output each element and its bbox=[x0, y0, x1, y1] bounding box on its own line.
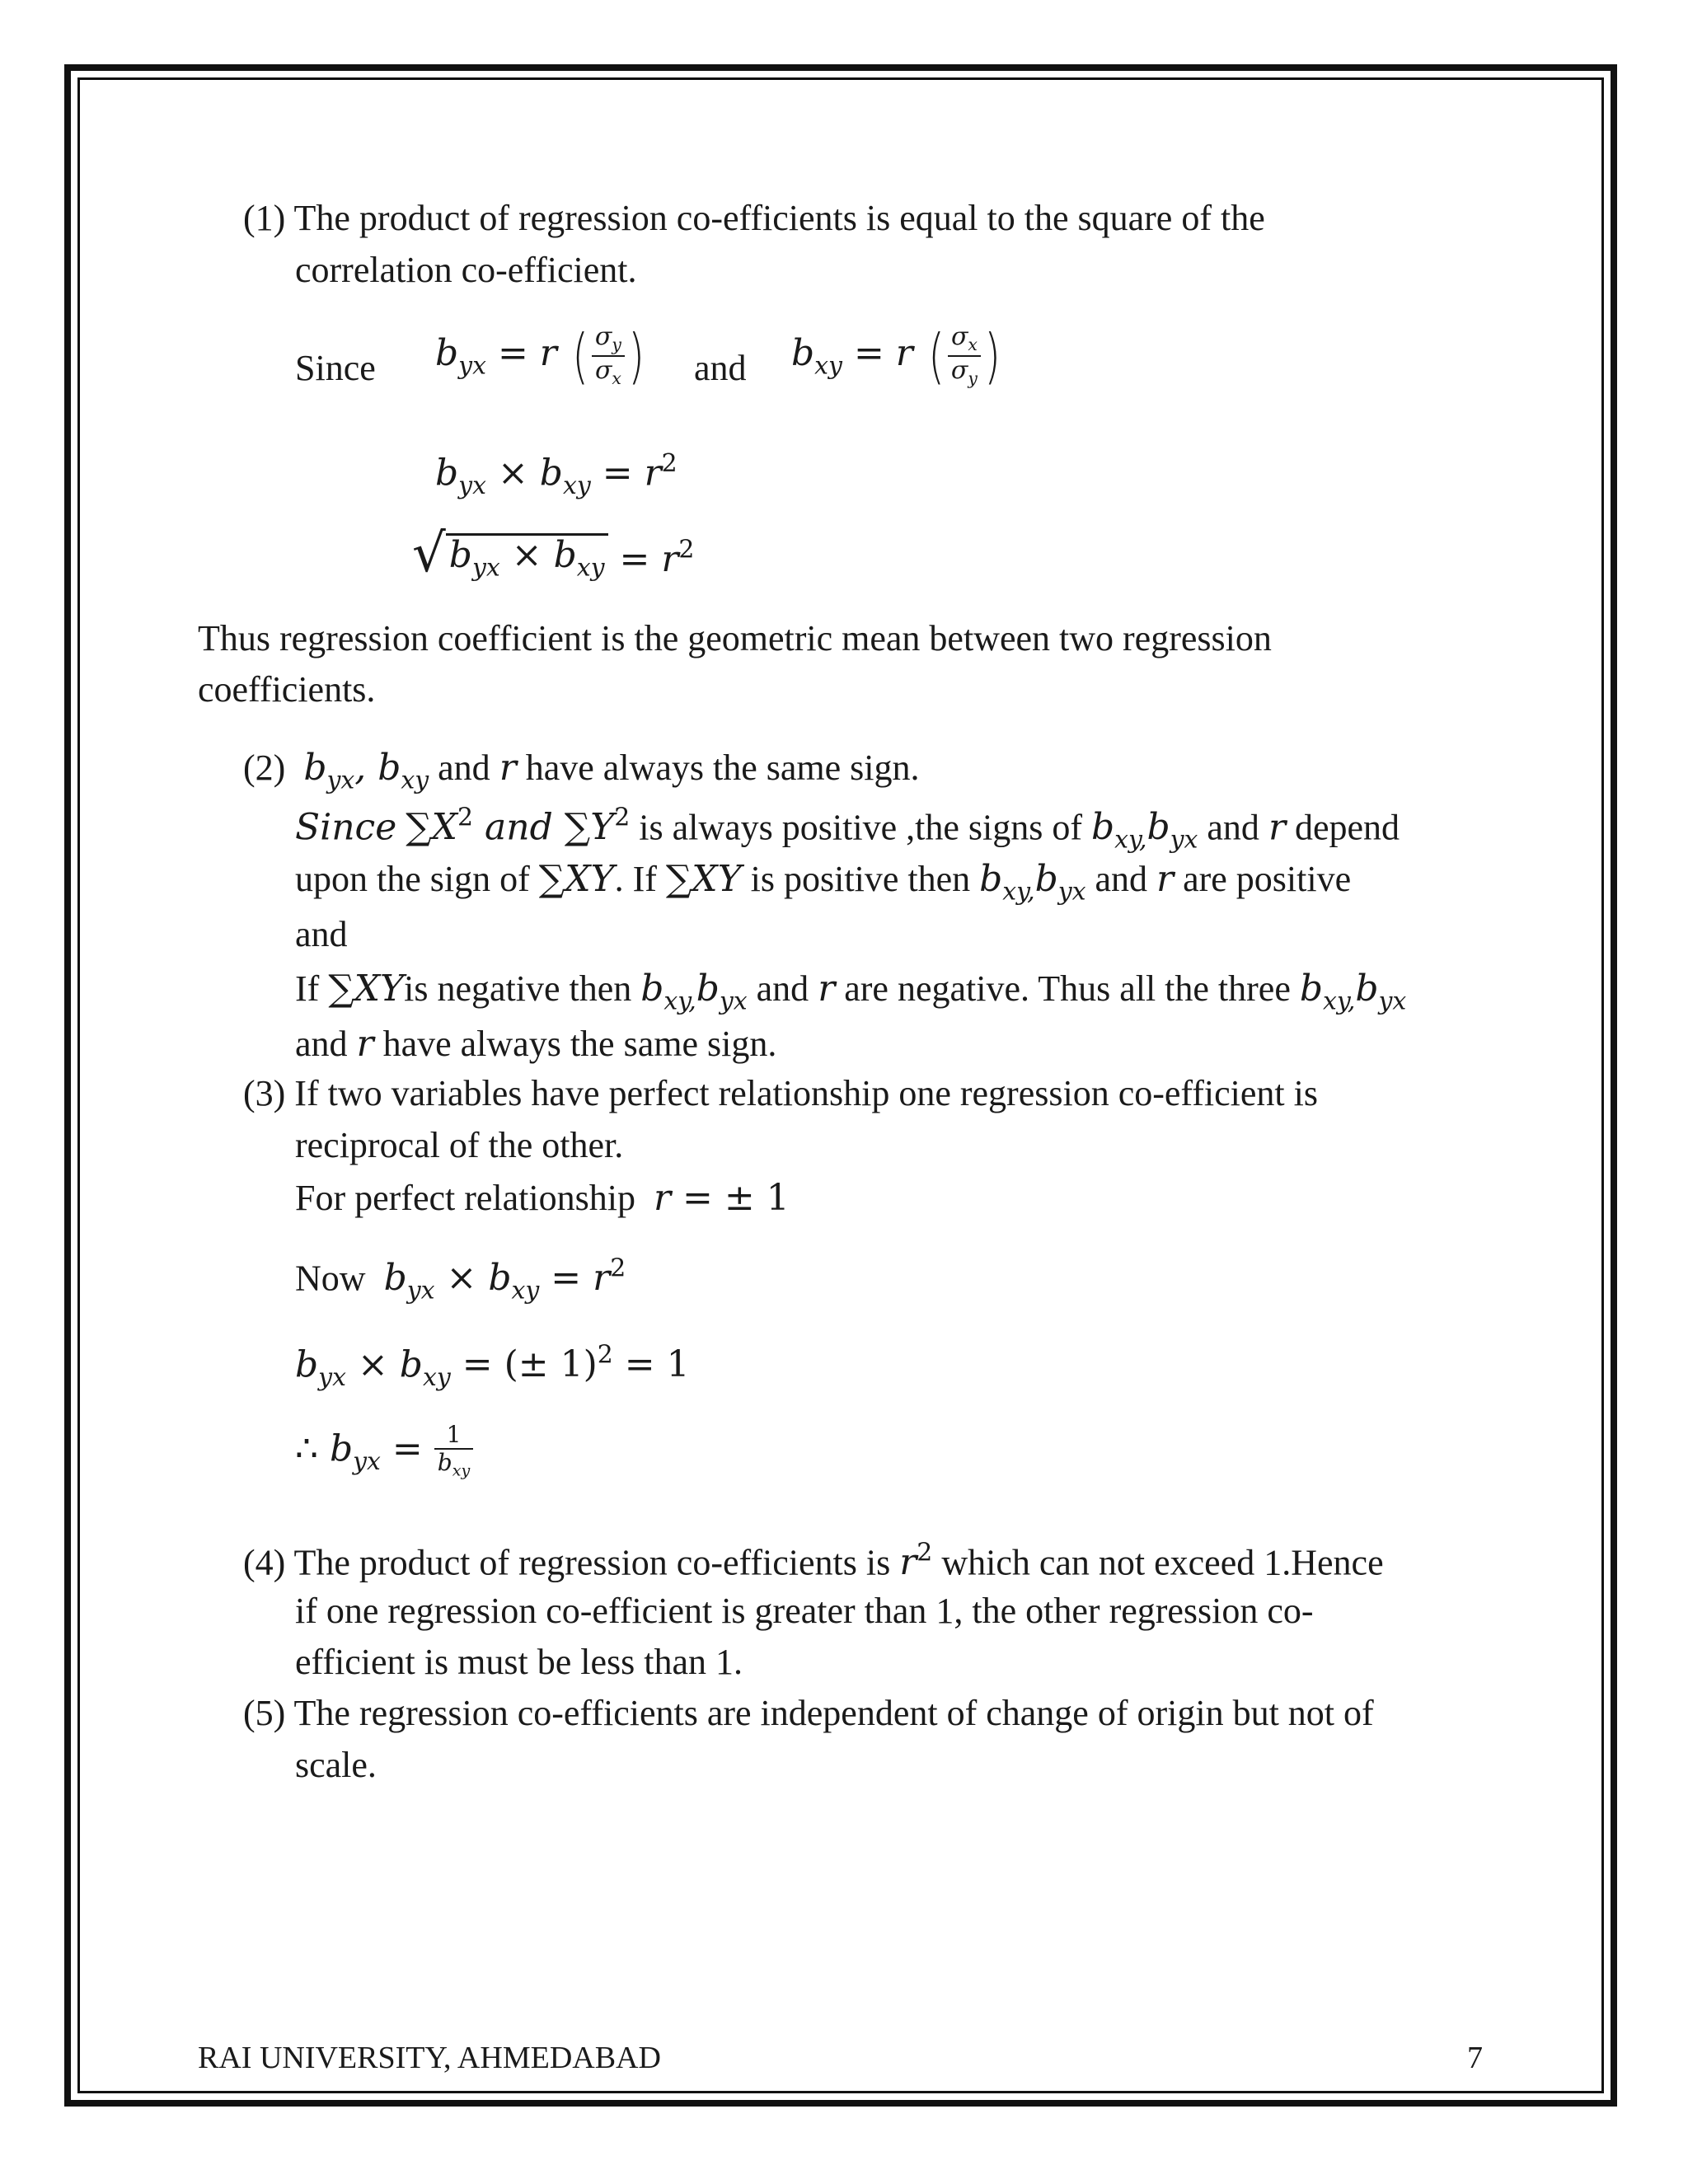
thus-line-1: Thus regression coefficient is the geometric mean between two regression bbox=[198, 618, 1272, 658]
and-label: and bbox=[694, 348, 747, 388]
equation-byx-definition: $b_{yx} = r$ ( $\frac{\sigma_y}{\sigma_x}$ ) bbox=[435, 321, 645, 391]
property-2-line-5: If ∑XYis negative then $b_{xy,}b_{yx}$ and r are negative. Thus all the three $b_{xy,}b_{yx}$ bbox=[295, 968, 1407, 1016]
property-4-line-3: efficient is must be less than 1. bbox=[295, 1642, 743, 1682]
property-5-line-1: (5) The regression co-efficients are independent of change of origin but not of bbox=[243, 1693, 1374, 1733]
property-2-line-6: and r have always the same sign. bbox=[295, 1023, 777, 1065]
since-label: Since bbox=[295, 348, 376, 388]
property-4-line-2: if one regression co-efficient is greater than 1, the other regression co- bbox=[295, 1591, 1314, 1631]
property-2-line-4: and bbox=[295, 914, 348, 954]
property-1-line-2: correlation co-efficient. bbox=[295, 250, 637, 290]
property-2-line-1: (2) $b_{yx}$, $b_{xy}$ and r have always the same sign. bbox=[243, 747, 920, 795]
property-5-line-2: scale. bbox=[295, 1745, 377, 1785]
property-3-line-1: (3) If two variables have perfect relationship one regression co-efficient is bbox=[243, 1073, 1318, 1113]
property-3-equation-squared: $b_{yx} \times b_{xy}$ = (± 1)$^2$ = 1 bbox=[295, 1341, 690, 1392]
property-3-line-2: reciprocal of the other. bbox=[295, 1125, 624, 1165]
thus-line-2: coefficients. bbox=[198, 669, 376, 710]
equation-product: $b_{yx} \times b_{xy} = r^2$ bbox=[435, 449, 678, 500]
footer-university: RAI UNIVERSITY, AHMEDABAD bbox=[198, 2041, 661, 2075]
property-2-line-2: Since $\sum X^2$ and $\sum Y^2$ is always positive ,the signs of $b_{xy,}b_{yx}$ and r depend bbox=[295, 804, 1400, 855]
page-number: 7 bbox=[1467, 2041, 1483, 2075]
property-3-now-equation: Now $b_{yx} \times b_{xy} = r^2$ bbox=[295, 1254, 626, 1305]
property-4-line-1: (4) The product of regression co-efficients is $r^2$ which can not exceed 1.Hence bbox=[243, 1539, 1384, 1584]
property-3-line-3: For perfect relationship r = ± 1 bbox=[295, 1177, 790, 1219]
property-1-line-1: (1) The product of regression co-efficients is equal to the square of the bbox=[243, 198, 1265, 238]
property-3-reciprocal: ∴ $b_{yx}$ = $\frac{1}{b_{xy}}$ bbox=[295, 1422, 473, 1481]
equation-bxy-definition: $b_{xy} = r$ ( $\frac{\sigma_x}{\sigma_y}$ ) bbox=[791, 321, 1001, 391]
equation-sqrt: √ $b_{yx} \times b_{xy}$ = $r^2$ bbox=[412, 523, 695, 584]
property-2-line-3: upon the sign of ∑XY. If ∑XY is positive then $b_{xy,}b_{yx}$ and r are positive bbox=[295, 858, 1352, 907]
